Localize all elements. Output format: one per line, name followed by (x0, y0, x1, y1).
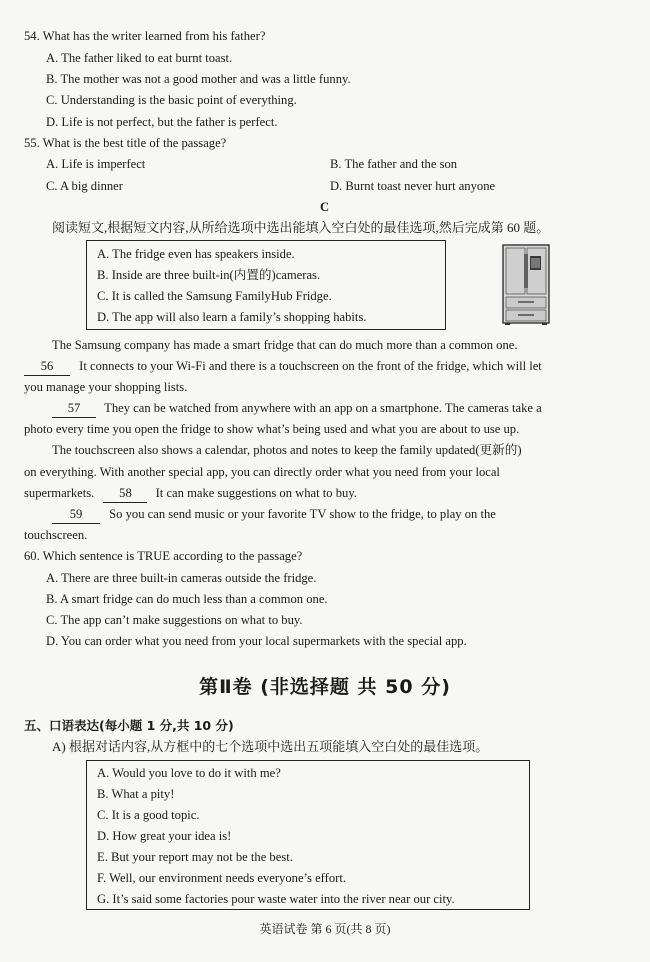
passage-p1-line2 (24, 357, 542, 376)
q60-option-c: C. The app can’t make suggestions on what to buy. (46, 613, 303, 627)
section-5-heading: 五、口语表达(每小题 1 分,共 10 分) (24, 718, 234, 733)
s5-option-e: E. But your report may not be the best. (97, 850, 293, 864)
blank-58[interactable]: 58 (103, 484, 147, 503)
q54-option-d: D. Life is not perfect, but the father is perfect. (46, 115, 278, 129)
box-option-b: B. Inside are three built-in(内置的)cameras. (97, 268, 321, 282)
refrigerator-image (502, 244, 550, 326)
passage-p3-line2: on everything. With another special app, you can directly order what you need from your local (24, 465, 500, 479)
q60-option-d: D. You can order what you need from your local supermarkets with the special app. (46, 634, 467, 648)
q55-option-c: C. A big dinner (46, 179, 123, 193)
part-two-title: 第Ⅱ卷 (非选择题 共 50 分) (199, 676, 451, 698)
s5-option-a: A. Would you love to do it with me? (97, 766, 281, 780)
q60-option-b: B. A smart fridge can do much less than a common one. (46, 592, 328, 606)
passage-p1-line1: The Samsung company has made a smart fridge that can do much more than a common one. (52, 338, 518, 352)
page-footer: 英语试卷 第 6 页(共 8 页) (259, 922, 391, 936)
blank-59[interactable]: 59 (52, 505, 100, 524)
blank-57[interactable]: 57 (52, 399, 96, 418)
box-option-d: D. The app will also learn a family’s shopping habits. (97, 310, 367, 324)
s5-option-g: G. It’s said some factories pour waste water into the river near our city. (97, 892, 455, 906)
s5-option-f: F. Well, our environment needs everyone’s effort. (97, 871, 346, 885)
q55-option-a: A. Life is imperfect (46, 157, 146, 171)
s5-option-c: C. It is a good topic. (97, 808, 200, 822)
passage-p4-text1: So you can send music or your favorite TV show to the fridge, to play on the (109, 507, 496, 521)
q54-stem: 54. What has the writer learned from his father? (24, 29, 266, 43)
passage-p4-line1 (52, 505, 496, 524)
passage-p2-line1 (52, 399, 542, 418)
passage-p2-line2: photo every time you open the fridge to show what’s being used and what you are about to use up. (24, 422, 520, 436)
passage-p3-line1: The touchscreen also shows a calendar, photos and notes to keep the family updated(更新的) (52, 443, 522, 457)
section-5-sub-a: A) 根据对话内容,从方框中的七个选项中选出五项能填入空白处的最佳选项。 (52, 739, 489, 754)
box-option-c: C. It is called the Samsung FamilyHub Fridge. (97, 289, 332, 303)
section-c-instruction: 阅读短文,根据短文内容,从所给选项中选出能填入空白处的最佳选项,然后完成第 60 题。 (52, 220, 550, 235)
q54-option-b: B. The mother was not a good mother and was a little funny. (46, 72, 351, 86)
q55-stem: 55. What is the best title of the passage? (24, 136, 227, 150)
box-option-a: A. The fridge even has speakers inside. (97, 247, 295, 261)
q60-stem: 60. Which sentence is TRUE according to the passage? (24, 549, 303, 563)
q60-option-a: A. There are three built-in cameras outside the fridge. (46, 571, 317, 585)
q54-option-a: A. The father liked to eat burnt toast. (46, 51, 233, 65)
section-c-option-box (86, 240, 446, 330)
s5-option-d: D. How great your idea is! (97, 829, 232, 843)
section-c-letter: C (320, 200, 330, 214)
passage-p1-text2: It connects to your Wi-Fi and there is a touchscreen on the front of the fridge, which will let (79, 359, 542, 373)
passage-p3-line3 (24, 484, 357, 503)
passage-p3-text3a: supermarkets. (24, 486, 95, 500)
passage-p4-line2: touchscreen. (24, 528, 88, 542)
q55-option-b: B. The father and the son (330, 157, 458, 171)
blank-56[interactable]: 56 (24, 357, 70, 376)
section-5-option-box (86, 760, 530, 910)
passage-p2-text1: They can be watched from anywhere with an app on a smartphone. The cameras take a (104, 401, 542, 415)
q55-option-d: D. Burnt toast never hurt anyone (330, 179, 496, 193)
passage-p1-line3: you manage your shopping lists. (24, 380, 188, 394)
q54-option-c: C. Understanding is the basic point of everything. (46, 93, 297, 107)
passage-p3-text3b: It can make suggestions on what to buy. (155, 486, 357, 500)
s5-option-b: B. What a pity! (97, 787, 175, 801)
